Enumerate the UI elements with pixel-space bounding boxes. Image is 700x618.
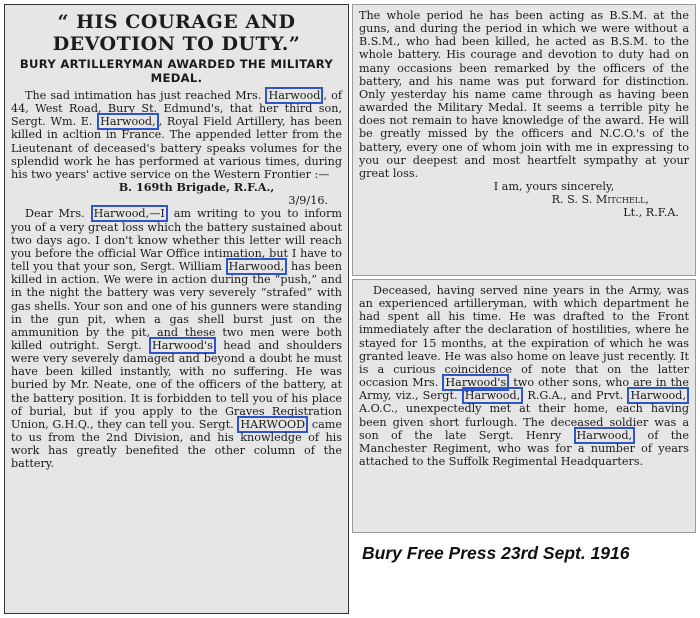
highlight-harwood: Harwood, [462,387,524,404]
letter-rank: Lt., R.F.A. [623,206,679,220]
headline: “ HIS COURAGE AND DEVOTION TO DUTY.” [52,11,301,55]
subheadline: BURY ARTILLERYMAN AWARDED THE MILITARY MEDAL. [19,57,334,85]
text-run: Deceased, having served nine years in the Army, was an experienced artilleryman, with which department he had spent all his time. He was drafted to the Front immediately after the declaration of hostilities, where he stayed for 15 months, at the expiration of which he was granted leave. He was also home on leave just recently. It is a curious coincidence of note that on the latter occasion Mrs. [359,284,689,390]
letter-continuation: The whole period he has been acting as B.S.M. at the guns, and during the period in which we were without a B.S.M., who had been killed, he acted as B.S.M. to the whole battery. His courage and devotion to duty had on many occasions been remarked by the officers of the battery, and his name was put forward for distinction. Only yesterday his name came through as having been awarded the Military Medal. It seems a terrible pity he does not remain to have knowledge of the award. He will be greatly missed by the officers and N.C.O.'s of the battery, every one of whom join with me in expressing to you our deepest and most heartfelt sympathy at your great loss. [359,9,689,180]
highlight-harwood: Harwood, [574,427,636,444]
intro-paragraph [11,89,342,181]
clipping-left [4,4,349,614]
highlight-harwood: HARWOOD [237,416,308,433]
text-run: A.O.C., unexpectedly met at their home, each having been given short furlough. The deceased soldier was a son of the late Sergt. Henry [359,402,689,442]
text-run: head and shoulders were very severely damaged and beyond a doubt he must have been killed instantly, with no suffering. He was buried by Mr. Neate, one of the officers of the battery, at the battery position. It is forbidden to tell you of his place of burial, but if you apply to the Graves Registration Union, G.H.Q., they can tell you. Sergt. [11,338,342,431]
letter-closing: I am, yours sincerely, [493,180,615,194]
highlight-harwood: Harwood, [97,113,159,130]
text-run: , of 44, West Road, Bury St. Edmund's, that her third son, Sergt. Wm. E. [11,89,342,129]
clipping-right-bottom [352,279,696,533]
source-caption: Bury Free Press 23rd Sept. 1916 [362,543,630,563]
text-run: Dear Mrs. [25,207,85,221]
highlight-harwood: Harwood's [442,374,509,391]
highlight-harwood: Harwood's [149,337,216,354]
text-run: R.G.A., and Prvt. [527,389,624,403]
letter-body [11,207,342,470]
obituary-paragraph [359,284,689,468]
highlight-harwood: Harwood, [627,387,689,404]
text-run: am writing to you to inform you of a very great loss which the battery sustained about two days ago. I don't know whether this letter will reach you before the official War Office intimation, but I have to tell you that your son, Sergt. William [11,207,343,274]
right-top-column [353,5,695,220]
highlight-harwood: Harwood,—I [91,205,168,222]
letter-signature: R. S. S. Mitchell, [551,193,649,207]
text-run: of the Manchester Regiment, who was for a number of years attached to the Suffolk Regimental Headquarters. [359,428,690,469]
text-run: The sad intimation has just reached Mrs. [25,89,262,102]
clipping-right-top [352,4,696,276]
right-bottom-column [353,280,695,468]
text-run: came to us from the 2nd Division, and his knowledge of his work has greatly benefited the other column of the battery. [11,417,342,471]
text-run: has been killed in action. We were in action during the “push,” and in the night the battery was very severely “strafed” with gas shells. Your son and one of his gunners were standing in the gun pit, when a gas shell burst just on the ammunition by the pit, and these two men were both killed outright. Sergt. [11,260,343,352]
left-column [5,89,348,471]
letter-heading: B. 169th Brigade, R.F.A., [118,180,275,195]
highlight-harwood: Harwood [265,87,323,104]
letter-date: 3/9/16. [288,194,328,208]
highlight-harwood: Harwood, [226,258,288,275]
text-run: two other sons, who are in the Army, viz., Sergt. [359,376,689,403]
text-run: , Royal Field Artillery, has been killed in acltion in France. The appended letter from the Lieutenant of deceased's battery speaks volumes for the splendid work he has performed at various times, during his two years' active service on the Western Frontier :— [11,115,342,181]
